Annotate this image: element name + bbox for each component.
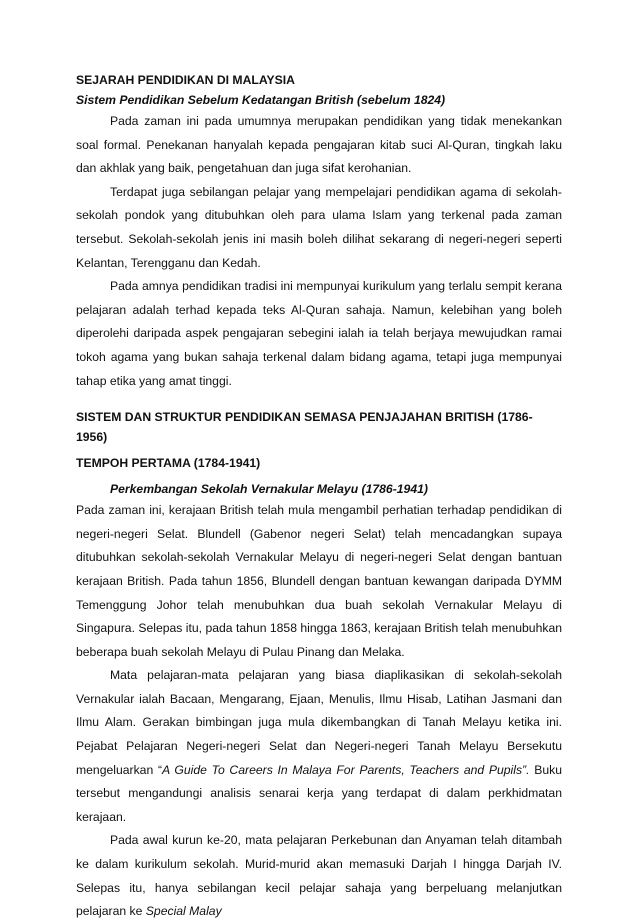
- guide-title: A Guide To Careers In Malaya For Parents, Teachers and Pupils”.: [162, 762, 530, 777]
- main-heading: SEJARAH PENDIDIKAN DI MALAYSIA: [76, 73, 295, 87]
- paragraph-1: Pada zaman ini pada umumnya merupakan pendidikan yang tidak menekankan soal formal. Penekanan hanyalah kepada pengajaran kitab suci Al-Quran, tingkah laku dan akhlak yang baik, pengetahuan dan juga sifat kerohanian.: [76, 114, 562, 176]
- paragraph-6-text: Pada awal kurun ke-20, mata pelajaran Perkebunan dan Anyaman telah ditambah ke dalam kurikulum sekolah. Murid-murid akan memasuki Darjah I hingga Darjah IV. Selepas itu, hanya sebilangan kecil pelajar sahaja yang berpeluang melanjutkan pelajaran ke: [76, 833, 562, 919]
- paragraph-3: Pada amnya pendidikan tradisi ini mempunyai kurikulum yang terlalu sempit kerana pelajaran adalah terhad kepada teks Al-Quran sahaja. Namun, kelebihan yang boleh diperolehi daripada aspek pengajaran sebegini ialah ia telah berjaya mewujudkan ramai tokoh agama yang bukan sahaja terkenal dalam bidang agama, tetapi juga mempunyai tahap etika yang amat tinggi.: [76, 279, 562, 388]
- topic-subheading: Perkembangan Sekolah Vernakular Melayu (1786-1941): [110, 482, 428, 497]
- special-malay-term: Special Malay: [145, 904, 222, 919]
- section-subheading: Sistem Pendidikan Sebelum Kedatangan British (sebelum 1824): [76, 93, 446, 107]
- paragraph-5: [76, 664, 562, 829]
- paragraph-4: Pada zaman ini, kerajaan British telah mula mengambil perhatian terhadap pendidikan di negeri-negeri Selat. Blundell (Gabenor negeri Selat) telah mencadangkan supaya ditubuhkan sekolah-sekolah Vernakular Melayu di negeri-negeri Selat dengan bantuan kerajaan British. Pada tahun 1856, Blundell dengan bantuan kewangan daripada DYMM Temenggung Johor telah menubuhkan dua buah sekolah Vernakular Melayu di Singapura. Selepas itu, pada tahun 1858 hingga 1863, kerajaan British telah menubuhkan beberapa buah sekolah Melayu di Pulau Pinang dan Melaka.: [76, 503, 562, 659]
- paragraph-6: [76, 829, 562, 923]
- paragraph-5-text: Mata pelajaran-mata pelajaran yang biasa diaplikasikan di sekolah-sekolah Vernakular ialah Bacaan, Mengarang, Ejaan, Menulis, Ilmu Hisab, Latihan Jasmani dan Ilmu Alam. Gerakan bimbingan juga mula dikembangkan di Tanah Melayu ketika ini. Pejabat Pelajaran Negeri-negeri Selat dan Negeri-negeri Tanah Melayu Bersekutu mengeluarkan “: [76, 668, 562, 777]
- period-heading: TEMPOH PERTAMA (1784-1941): [76, 456, 261, 471]
- section-heading: SISTEM DAN STRUKTUR PENDIDIKAN SEMASA PENJAJAHAN BRITISH (1786-1956): [76, 410, 533, 445]
- paragraph-2: Terdapat juga sebilangan pelajar yang mempelajari pendidikan agama di sekolah-sekolah pondok yang ditubuhkan oleh para ulama Islam yang terkenal pada zaman tersebut. Sekolah-sekolah jenis ini masih boleh dilihat sekarang di negeri-negeri seperti Kelantan, Terengganu dan Kedah.: [76, 184, 562, 270]
- paragraph-5-tail: Buku tersebut mengandungi analisis senarai kerja yang terdapat di dalam perkhidmatan kerajaan.: [76, 762, 563, 824]
